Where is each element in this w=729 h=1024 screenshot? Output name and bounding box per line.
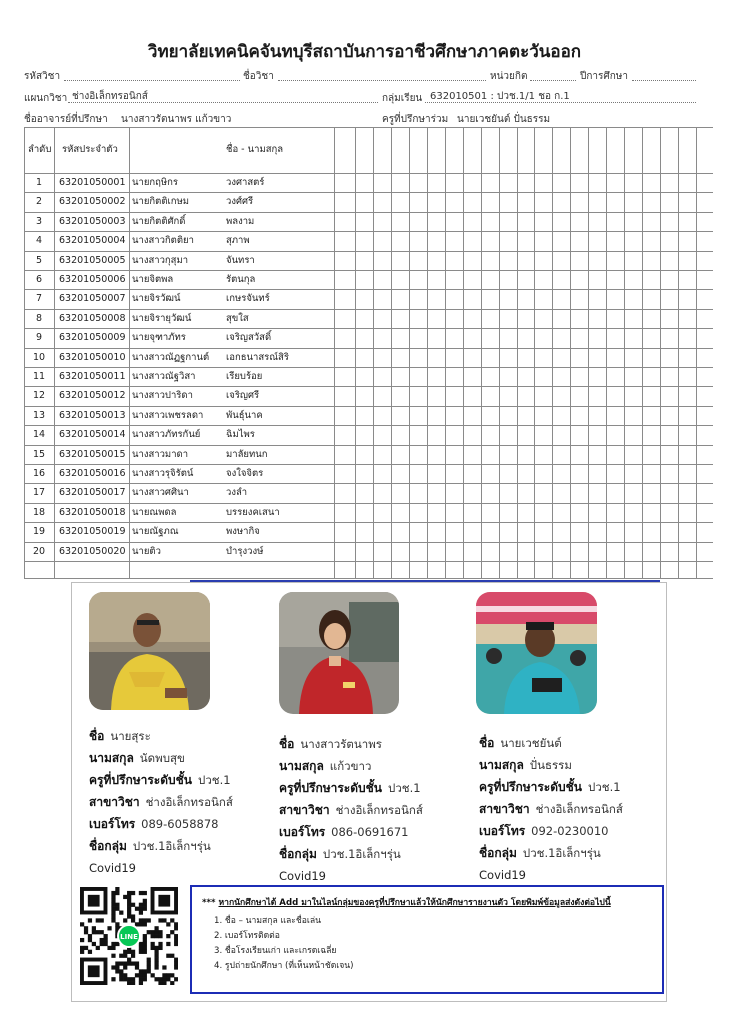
- grid-line: [24, 328, 713, 329]
- student-first-name: นายจุฑาภัทร: [132, 332, 186, 344]
- row-number: 16: [33, 468, 46, 479]
- grid-line: [660, 127, 661, 578]
- grid-line: [463, 127, 464, 578]
- row-number: 6: [36, 274, 43, 285]
- row-number: 19: [33, 526, 46, 538]
- grid-line: [642, 127, 643, 578]
- teacher-group-row: [279, 843, 423, 865]
- teacher-surname-row: [89, 747, 233, 769]
- teacher-phone-value: 092-0230010: [531, 824, 609, 838]
- student-id: 63201050015: [59, 448, 126, 460]
- row-number: 9: [36, 332, 43, 344]
- student-id: 63201050008: [59, 312, 126, 324]
- student-id: 63201050001: [59, 177, 126, 188]
- student-first-name: นางสาวเพชรลดา: [132, 409, 204, 421]
- teacher-surname-value: นัดพบสุข: [139, 751, 185, 765]
- teacher-name-value: นายเวชยันต์: [500, 736, 562, 750]
- grid-line: [24, 231, 713, 232]
- student-first-name: นายจิรายุวัฒน์: [132, 312, 192, 324]
- student-id: 63201050004: [59, 235, 126, 247]
- student-last-name: เจริญสวัสดิ์: [226, 332, 272, 344]
- teacher-group-line2: [479, 864, 623, 886]
- teacher-surname-value: แก้วขาว: [329, 759, 372, 773]
- row-number: 12: [33, 390, 46, 402]
- student-first-name: นายณัฐภณ: [132, 526, 179, 538]
- teacher-major-label: สาขาวิชา: [479, 802, 530, 816]
- teacher-surname-label: นามสกุล: [279, 759, 324, 773]
- student-first-name: นางสาวณัฏฐกานต์: [132, 351, 210, 363]
- student-last-name: รัตนกุล: [226, 274, 256, 285]
- teacher-surname-row: [279, 755, 423, 777]
- co-advisor-label: ครูที่ปรึกษาร่วม: [382, 114, 449, 125]
- teacher-group-value: ปวช.1อิเล็กฯรุ่น: [522, 846, 601, 860]
- teacher-role-label: ครูที่ปรึกษาระดับชั้น: [479, 780, 583, 794]
- teacher-surname-label: นามสกุล: [479, 758, 524, 772]
- grid-line: [624, 127, 625, 578]
- student-last-name: บำรุงวงษ์: [226, 545, 264, 557]
- student-first-name: นางสาวกิตติยา: [132, 235, 194, 247]
- dotted-line: [64, 80, 240, 81]
- student-id: 63201050003: [59, 215, 126, 227]
- co-advisor-value: นายเวชยันต์ ปั่นธรรม: [457, 114, 551, 125]
- teacher-group-value: ปวช.1อิเล็กฯรุ่น: [322, 847, 401, 861]
- teacher-photo-2: [279, 592, 399, 714]
- teacher-role-row: [279, 777, 423, 799]
- student-last-name: จงใจจิตร: [226, 468, 264, 479]
- student-first-name: นายณพดล: [132, 506, 177, 518]
- teacher-surname-row: [479, 754, 623, 776]
- student-last-name: สุขใส: [226, 312, 249, 324]
- teacher-phone-label: เบอร์โทร: [479, 824, 526, 838]
- grid-line: [499, 127, 500, 578]
- row-number: 11: [33, 371, 46, 382]
- instruction-item: 4. รูปถ่ายนักศึกษา (ที่เห็นหน้าชัดเจน): [214, 961, 354, 971]
- teacher-major-row: [89, 791, 233, 813]
- teacher-phone-row: [89, 813, 233, 835]
- row-number: 4: [36, 235, 43, 247]
- grid-line: [445, 127, 446, 578]
- teacher-role-label: ครูที่ปรึกษาระดับชั้น: [279, 781, 383, 795]
- teacher-group-line2: [89, 857, 233, 879]
- grid-line: [24, 578, 713, 579]
- grid-line: [570, 127, 571, 578]
- document-title: วิทยาลัยเทคนิคจันทบุรีสถาบันการอาชีวศึกษาภาคตะวันออก: [147, 42, 582, 62]
- student-last-name: พลงาม: [226, 215, 255, 227]
- student-last-name: เจริญศรี: [226, 390, 260, 402]
- student-id: 63201050016: [59, 468, 126, 479]
- student-last-name: มาลัยทนก: [226, 448, 268, 460]
- student-last-name: เอกธนาสรณ์สิริ: [226, 351, 289, 363]
- grid-line: [391, 127, 392, 578]
- grid-line: [24, 251, 713, 252]
- row-number: 5: [36, 254, 43, 266]
- teacher-phone-label: เบอร์โทร: [279, 825, 326, 839]
- student-id: 63201050018: [59, 506, 126, 518]
- teacher-group-line2: [279, 865, 423, 887]
- teacher-name-row: [279, 733, 423, 755]
- student-first-name: นายกิตติศักดิ์: [132, 215, 186, 227]
- student-id: 63201050007: [59, 293, 126, 305]
- row-number: 2: [36, 196, 43, 208]
- dotted-line: [632, 80, 696, 81]
- student-id: 63201050010: [59, 351, 126, 363]
- teacher-group-value-line2: Covid19: [89, 861, 136, 875]
- grid-line: [24, 289, 713, 290]
- teacher-photo-3: [476, 592, 597, 714]
- teacher-name-value: นางสาวรัตนาพร: [300, 737, 382, 751]
- row-number: 7: [36, 293, 43, 305]
- teacher-major-row: [279, 799, 423, 821]
- teacher-group-value-line2: Covid19: [279, 869, 326, 883]
- row-number: 20: [33, 545, 46, 557]
- teacher-role-row: [89, 769, 233, 791]
- student-first-name: นางสาวกุสุมา: [132, 254, 189, 266]
- grid-line: [606, 127, 607, 578]
- grid-line: [552, 127, 553, 578]
- grid-line: [373, 127, 374, 578]
- student-last-name: เกษรจันทร์: [226, 293, 270, 305]
- teacher-group-label: ชื่อกลุ่ม: [479, 846, 517, 860]
- course-code-label: รหัสวิชา: [24, 71, 61, 82]
- grid-line: [54, 127, 55, 578]
- student-last-name: วงลำ: [226, 487, 248, 499]
- student-last-name: สุภาพ: [226, 235, 250, 247]
- grid-line: [24, 386, 713, 387]
- student-id: 63201050019: [59, 526, 126, 538]
- grid-line: [427, 127, 428, 578]
- academic-year-label: ปีการศึกษา: [580, 71, 628, 82]
- student-last-name: พันธุ์นาค: [226, 409, 263, 421]
- student-id: 63201050020: [59, 545, 126, 557]
- student-id: 63201050013: [59, 409, 126, 421]
- column-header-name: ชื่อ - นามสกุล: [226, 144, 284, 155]
- teacher-group-row: [89, 835, 233, 857]
- stars-mark: ***: [202, 898, 216, 908]
- row-number: 1: [36, 177, 43, 188]
- student-id: 63201050005: [59, 254, 126, 266]
- student-first-name: นางสาวปาริดา: [132, 390, 193, 402]
- row-number: 8: [36, 312, 43, 324]
- teacher-name-label: ชื่อ: [479, 736, 495, 750]
- student-id: 63201050014: [59, 429, 126, 441]
- student-last-name: ฉิมไพร: [226, 429, 255, 441]
- teacher-name-label: ชื่อ: [89, 729, 105, 743]
- teacher-surname-label: นามสกุล: [89, 751, 134, 765]
- teacher-name-row: [89, 725, 233, 747]
- grid-line: [24, 425, 713, 426]
- teacher-major-row: [479, 798, 623, 820]
- student-first-name: นายติว: [132, 545, 161, 557]
- row-number: 10: [33, 351, 46, 363]
- teacher-role-value: ปวช.1: [388, 781, 421, 795]
- grid-line: [355, 127, 356, 578]
- grid-line: [24, 309, 713, 310]
- grid-line: [24, 212, 713, 213]
- advisor-value: นางสาวรัตนาพร แก้วขาว: [121, 114, 232, 125]
- teacher-phone-row: [279, 821, 423, 843]
- grid-line: [24, 561, 713, 562]
- grid-line: [24, 483, 713, 484]
- student-id: 63201050012: [59, 390, 126, 402]
- grid-line: [129, 127, 130, 578]
- teacher-group-value-line2: Covid19: [479, 868, 526, 882]
- student-id: 63201050009: [59, 332, 126, 344]
- line-qr-code[interactable]: [80, 887, 178, 985]
- grid-line: [696, 127, 697, 578]
- dotted-line: [530, 80, 576, 81]
- grid-line: [24, 445, 713, 446]
- dotted-line: [425, 102, 696, 103]
- student-last-name: วงศ์ศรี: [226, 196, 254, 208]
- teacher-role-value: ปวช.1: [198, 773, 231, 787]
- grid-line: [481, 127, 482, 578]
- grid-line: [24, 406, 713, 407]
- grid-line: [24, 522, 713, 523]
- student-id: 63201050006: [59, 274, 126, 285]
- department-value: ช่างอิเล็กทรอนิกส์: [72, 91, 148, 102]
- student-first-name: นางสาวภัทรกันย์: [132, 429, 201, 441]
- teacher-major-label: สาขาวิชา: [279, 803, 330, 817]
- teacher-major-value: ช่างอิเล็กทรอนิกส์: [535, 802, 623, 816]
- teacher-role-value: ปวช.1: [588, 780, 621, 794]
- grid-line: [24, 542, 713, 543]
- teacher-group-row: [479, 842, 623, 864]
- student-last-name: จันทรา: [226, 254, 255, 266]
- teacher-group-value: ปวช.1อิเล็กฯรุ่น: [132, 839, 211, 853]
- instructions-list: [202, 914, 652, 974]
- student-first-name: นายจิรวัฒน์: [132, 293, 181, 305]
- teacher-major-value: ช่างอิเล็กทรอนิกส์: [335, 803, 423, 817]
- teacher-phone-value: 089-6058878: [141, 817, 219, 831]
- teacher-photo-1: [89, 592, 210, 710]
- teacher-phone-value: 086-0691671: [331, 825, 409, 839]
- grid-line: [517, 127, 518, 578]
- student-first-name: นายกฤษิกร: [132, 177, 179, 188]
- grid-line: [24, 367, 713, 368]
- grid-line: [678, 127, 679, 578]
- student-last-name: พงษากิจ: [226, 526, 260, 538]
- group-label: กลุ่มเรียน: [382, 93, 423, 104]
- grid-line: [588, 127, 589, 578]
- grid-line: [534, 127, 535, 578]
- department-label: แผนกวิชา: [24, 93, 68, 104]
- student-first-name: นางสาวศศินา: [132, 487, 189, 499]
- teacher-card-1: [89, 725, 233, 879]
- grid-line: [24, 127, 713, 128]
- teacher-major-value: ช่างอิเล็กทรอนิกส์: [145, 795, 233, 809]
- teacher-card-2: [279, 733, 423, 887]
- instruction-item: 3. ชื่อโรงเรียนเก่า และเกรดเฉลี่ย: [214, 946, 337, 956]
- teacher-card-3: [479, 732, 623, 886]
- student-id: 63201050011: [59, 371, 126, 382]
- grid-line: [24, 173, 713, 174]
- grid-line: [24, 464, 713, 465]
- group-value: 632010501 : ปวช.1/1 ชอ ก.1: [430, 91, 570, 102]
- roster-table: [24, 127, 713, 578]
- grid-line: [24, 270, 713, 271]
- grid-line: [24, 348, 713, 349]
- teacher-role-row: [479, 776, 623, 798]
- teacher-major-label: สาขาวิชา: [89, 795, 140, 809]
- grid-line: [409, 127, 410, 578]
- dotted-line: [278, 80, 486, 81]
- column-header-id: รหัสประจำตัว: [62, 144, 118, 155]
- instructions-text: หากนักศึกษาได้ Add มาในไลน์กลุ่มของครูที่ปรึกษาแล้วให้นักศึกษารายงานตัว โดยพิมพ์ข้อมูลส่งดังต่อไปนี้: [218, 898, 611, 908]
- student-last-name: เรียบร้อย: [226, 371, 263, 382]
- grid-line: [24, 127, 25, 578]
- student-last-name: วงศาสตร์: [226, 177, 265, 188]
- instructions-box: [190, 885, 664, 994]
- grid-line: [24, 192, 713, 193]
- credits-label: หน่วยกิต: [490, 71, 528, 82]
- student-last-name: บรรยงคเสนา: [226, 506, 280, 518]
- teacher-group-label: ชื่อกลุ่ม: [279, 847, 317, 861]
- teacher-surname-value: ปั่นธรรม: [529, 758, 572, 772]
- line-logo-text: LINE: [120, 933, 138, 941]
- course-name-label: ชื่อวิชา: [243, 71, 274, 82]
- dotted-line: [68, 102, 378, 103]
- student-first-name: นางสาวมาดา: [132, 448, 189, 460]
- student-id: 63201050002: [59, 196, 126, 208]
- instruction-item: 1. ชื่อ – นามสกุล และชื่อเล่น: [214, 916, 321, 926]
- student-first-name: นายจิตพล: [132, 274, 174, 285]
- row-number: 14: [33, 429, 46, 441]
- student-first-name: นางสาวรุจิรัตน์: [132, 468, 194, 479]
- row-number: 18: [33, 506, 46, 518]
- instructions-heading: [202, 895, 652, 909]
- row-number: 15: [33, 448, 46, 460]
- instruction-item: 2. เบอร์โทรติดต่อ: [214, 931, 280, 941]
- teacher-role-label: ครูที่ปรึกษาระดับชั้น: [89, 773, 193, 787]
- grid-line: [24, 503, 713, 504]
- column-header-no: ลำดับ: [28, 144, 52, 155]
- grid-line: [334, 127, 335, 578]
- student-id: 63201050017: [59, 487, 126, 499]
- row-number: 3: [36, 215, 43, 227]
- teacher-phone-label: เบอร์โทร: [89, 817, 136, 831]
- teacher-name-label: ชื่อ: [279, 737, 295, 751]
- row-number: 13: [33, 409, 46, 421]
- teacher-name-row: [479, 732, 623, 754]
- student-first-name: นางสาวณัฐวิสา: [132, 371, 196, 382]
- teacher-group-label: ชื่อกลุ่ม: [89, 839, 127, 853]
- advisor-label: ชื่ออาจารย์ที่ปรึกษา: [24, 114, 108, 125]
- teacher-phone-row: [479, 820, 623, 842]
- row-number: 17: [33, 487, 46, 499]
- student-first-name: นายกิตติเกษม: [132, 196, 190, 208]
- teacher-name-value: นายสุระ: [110, 729, 151, 743]
